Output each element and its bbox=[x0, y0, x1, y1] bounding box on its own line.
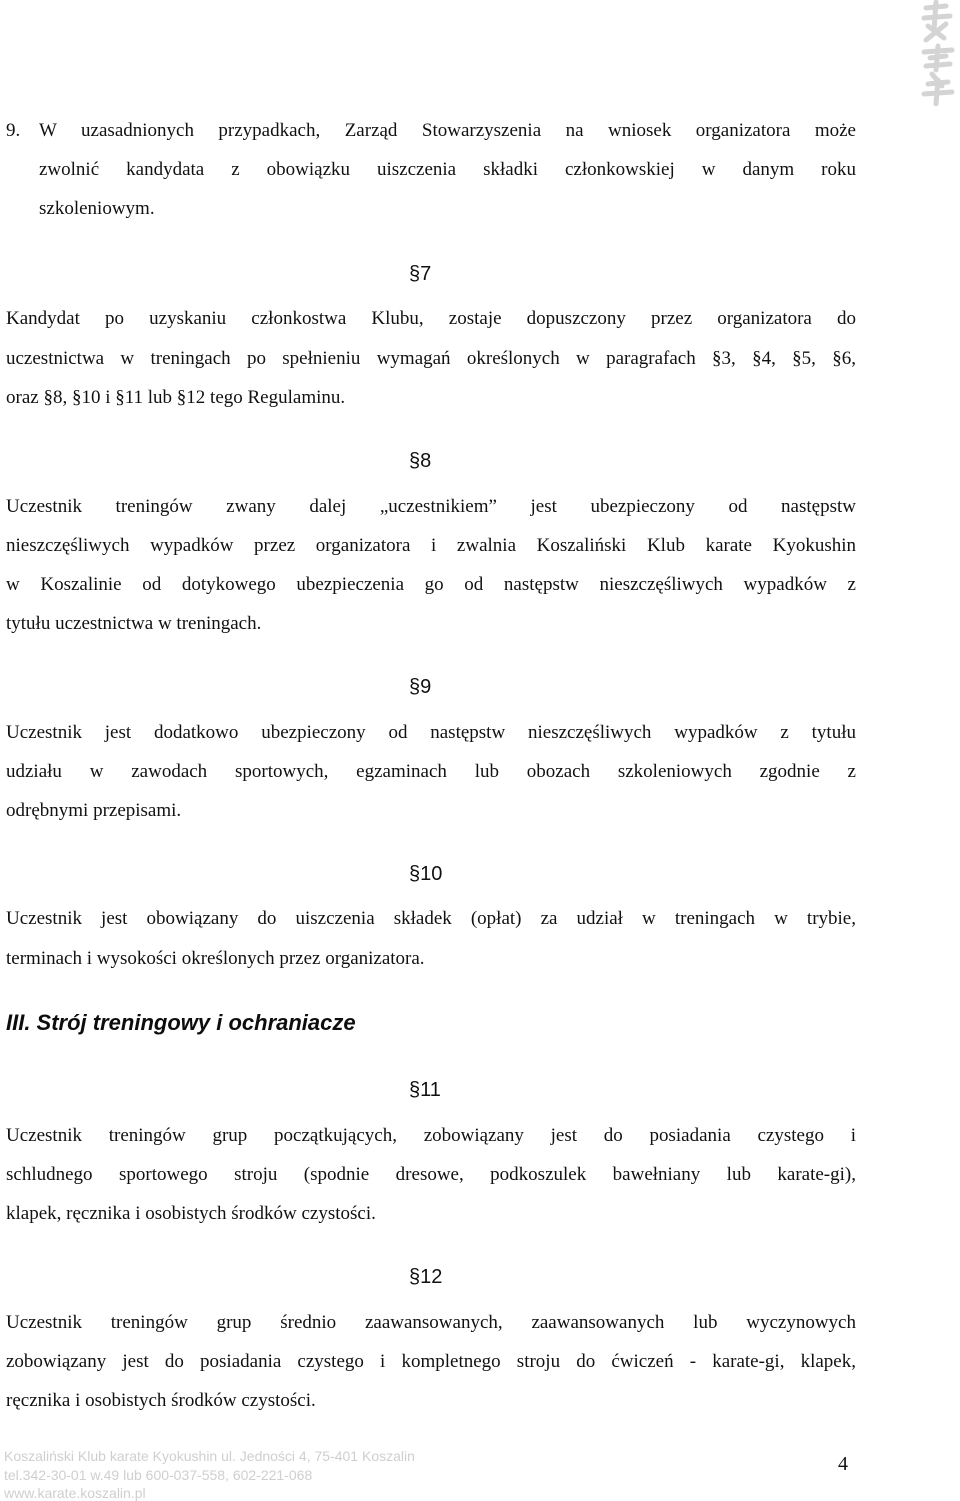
paragraph-line: Uczestnik treningów zwany dalej „uczestnikiem” jest ubezpieczony od następstw bbox=[6, 496, 856, 517]
paragraph-line: Kandydat po uzyskaniu członkostwa Klubu, zostaje dopuszczony przez organizatora do bbox=[6, 308, 856, 329]
paragraph-line: udziału w zawodach sportowych, egzaminach lub obozach szkoleniowych zgodnie z bbox=[6, 761, 856, 782]
paragraph-line: odrębnymi przepisami. bbox=[6, 800, 182, 821]
paragraph-line: zobowiązany jest do posiadania czystego i kompletnego stroju do ćwiczeń - karate-gi, klapek, bbox=[6, 1351, 856, 1372]
paragraph-line: Uczestnik jest obowiązany do uiszczenia składek (opłat) za udział w treningach w trybie, bbox=[6, 908, 856, 929]
paragraph-line: tytułu uczestnictwa w treningach. bbox=[6, 613, 262, 634]
paragraph-line: w Koszalinie od dotykowego ubezpieczenia go od następstw nieszczęśliwych wypadków z bbox=[6, 574, 856, 595]
page-number: 4 bbox=[838, 1453, 848, 1475]
section-title: §10 bbox=[409, 863, 443, 885]
paragraph-line: oraz §8, §10 i §11 lub §12 tego Regulaminu. bbox=[6, 387, 346, 408]
paragraph-line: klapek, ręcznika i osobistych środków czystości. bbox=[6, 1203, 376, 1224]
paragraph-line: zwolnić kandydata z obowiązku uiszczenia składki członkowskiej w danym roku bbox=[39, 159, 856, 180]
paragraph-line: uczestnictwa w treningach po spełnieniu wymagań określonych w paragrafach §3, §4, §5, §6, bbox=[6, 348, 856, 369]
chapter-heading: III. Strój treningowy i ochraniacze bbox=[6, 1010, 356, 1035]
paragraph-line: Uczestnik treningów grup średnio zaawansowanych, zaawansowanych lub wyczynowych bbox=[6, 1312, 856, 1333]
footer-website: www.karate.koszalin.pl bbox=[4, 1485, 146, 1501]
footer-phone: tel.342-30-01 w.49 lub 600-037-558, 602-221-068 bbox=[4, 1467, 313, 1483]
paragraph-line: Uczestnik jest dodatkowo ubezpieczony od następstw nieszczęśliwych wypadków z tytułu bbox=[6, 722, 856, 743]
paragraph-line: W uzasadnionych przypadkach, Zarząd Stowarzyszenia na wniosek organizatora może bbox=[39, 120, 856, 141]
kyokushin-logo-icon bbox=[916, 0, 960, 106]
paragraph-line: nieszczęśliwych wypadków przez organizatora i zwalnia Koszaliński Klub karate Kyokushin bbox=[6, 535, 856, 556]
paragraph-line: szkoleniowym. bbox=[39, 198, 155, 219]
section-title: §9 bbox=[409, 676, 432, 698]
section-title: §12 bbox=[409, 1266, 443, 1288]
footer-address: Koszaliński Klub karate Kyokushin ul. Jedności 4, 75-401 Koszalin bbox=[4, 1448, 415, 1464]
paragraph-line: terminach i wysokości określonych przez organizatora. bbox=[6, 948, 425, 969]
section-title: §8 bbox=[409, 450, 432, 472]
paragraph-line: schludnego sportowego stroju (spodnie dresowe, podkoszulek bawełniany lub karate-gi), bbox=[6, 1164, 856, 1185]
list-number: 9. bbox=[6, 120, 21, 141]
section-title: §11 bbox=[409, 1079, 441, 1101]
paragraph-line: Uczestnik treningów grup początkujących, zobowiązany jest do posiadania czystego i bbox=[6, 1125, 856, 1146]
section-title: §7 bbox=[409, 263, 432, 285]
paragraph-line: ręcznika i osobistych środków czystości. bbox=[6, 1390, 316, 1411]
